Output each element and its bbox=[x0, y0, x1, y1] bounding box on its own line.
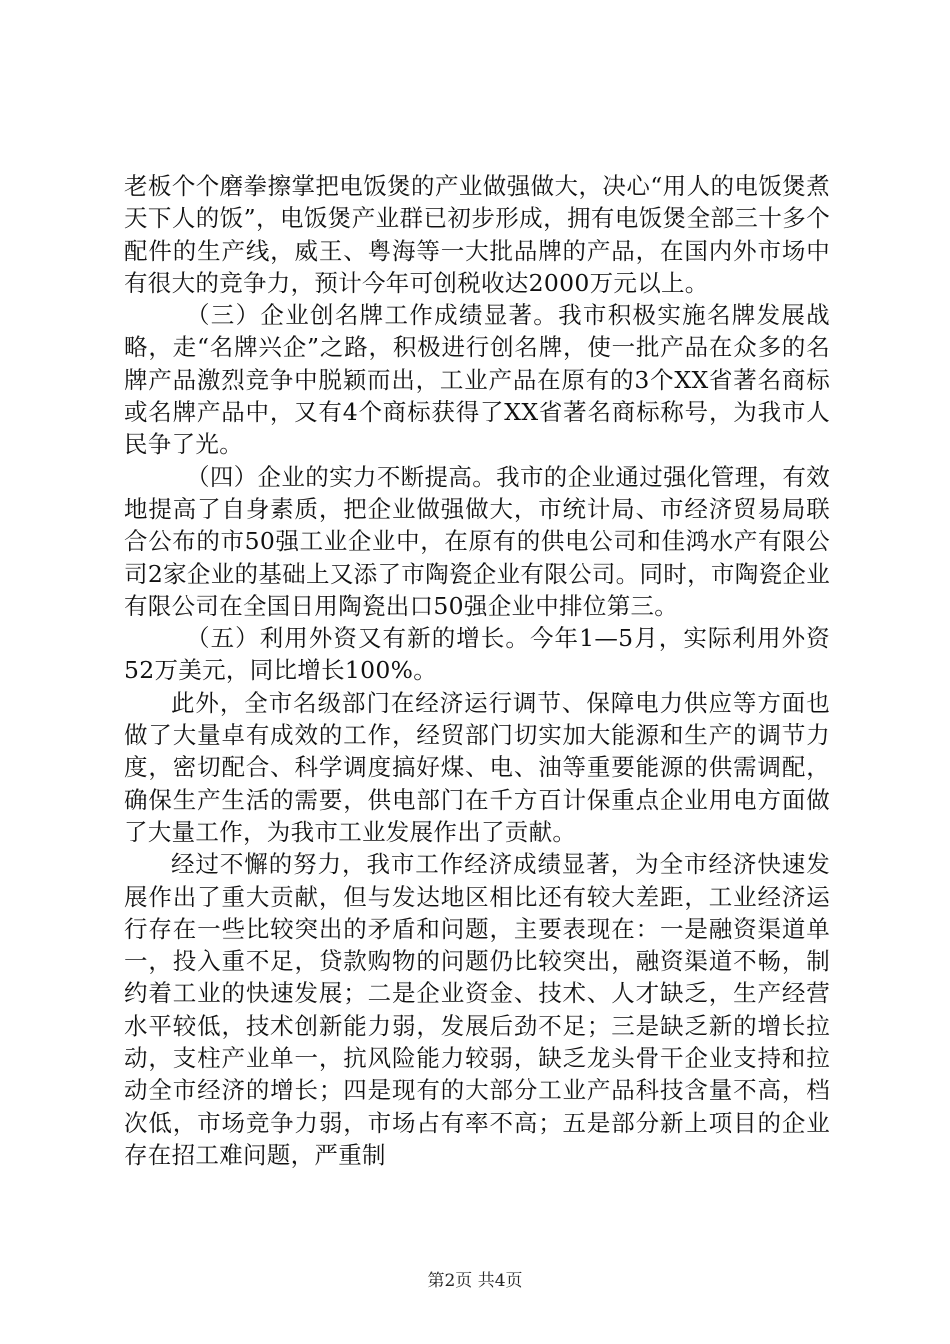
paragraph-section-4: （四）企业的实力不断提高。我市的企业通过强化管理，有效地提高了自身素质，把企业做强做大，市统计局、市经济贸易局联合公布的市50强工业企业中，在原有的供电公司和佳鸿水产有限公司2家企业的基础上又添了市陶瓷企业有限公司。同时，市陶瓷企业有限公司在全国日用陶瓷出口50强企业中排位第三。 bbox=[124, 462, 830, 620]
paragraph-section-3: （三）企业创名牌工作成绩显著。我市积极实施名牌发展战略，走“名牌兴企”之路，积极进行创名牌，使一批产品在众多的名牌产品激烈竞争中脱颖而出，工业产品在原有的3个XX省著名商标或名牌产品中，又有4个商标获得了XX省著名商标称号，为我市人民争了光。 bbox=[124, 301, 830, 459]
paragraph-continuation: 老板个个磨拳擦掌把电饭煲的产业做强做大，决心“用人的电饭煲煮天下人的饭”，电饭煲产业群已初步形成，拥有电饭煲全部三十多个配件的生产线，威王、粤海等一大批品牌的产品，在国内外市场中有很大的竞争力，预计今年可创税收达2000万元以上。 bbox=[124, 172, 830, 297]
paragraph-section-5: （五）利用外资又有新的增长。今年1—5月，实际利用外资52万美元，同比增长100%。 bbox=[124, 624, 830, 685]
paragraph-problems: 经过不懈的努力，我市工作经济成绩显著，为全市经济快速发展作出了重大贡献，但与发达地区相比还有较大差距，工业经济运行存在一些比较突出的矛盾和问题，主要表现在：一是融资渠道单一，投入重不足，贷款购物的问题仍比较突出，融资渠道不畅，制约着工业的快速发展；二是企业资金、技术、人才缺乏，生产经营水平较低，技术创新能力弱，发展后劲不足；三是缺乏新的增长拉动，支柱产业单一，抗风险能力较弱，缺乏龙头骨干企业支持和拉动全市经济的增长；四是现有的大部分工业产品科技含量不高，档次低，市场竞争力弱，市场占有率不高；五是部分新上项目的企业存在招工难问题，严重制 bbox=[124, 850, 830, 1169]
page-number-footer: 第2页 共4页 bbox=[427, 1271, 523, 1291]
paragraph-other-departments: 此外，全市名级部门在经济运行调节、保障电力供应等方面也做了大量卓有成效的工作，经贸部门切实加大能源和生产的调节力度，密切配合、科学调度搞好煤、电、油等重要能源的供需调配，确保生产生活的需要，供电部门在千方百计保重点企业用电方面做了大量工作，为我市工业发展作出了贡献。 bbox=[124, 688, 830, 846]
document-body bbox=[124, 170, 830, 1171]
